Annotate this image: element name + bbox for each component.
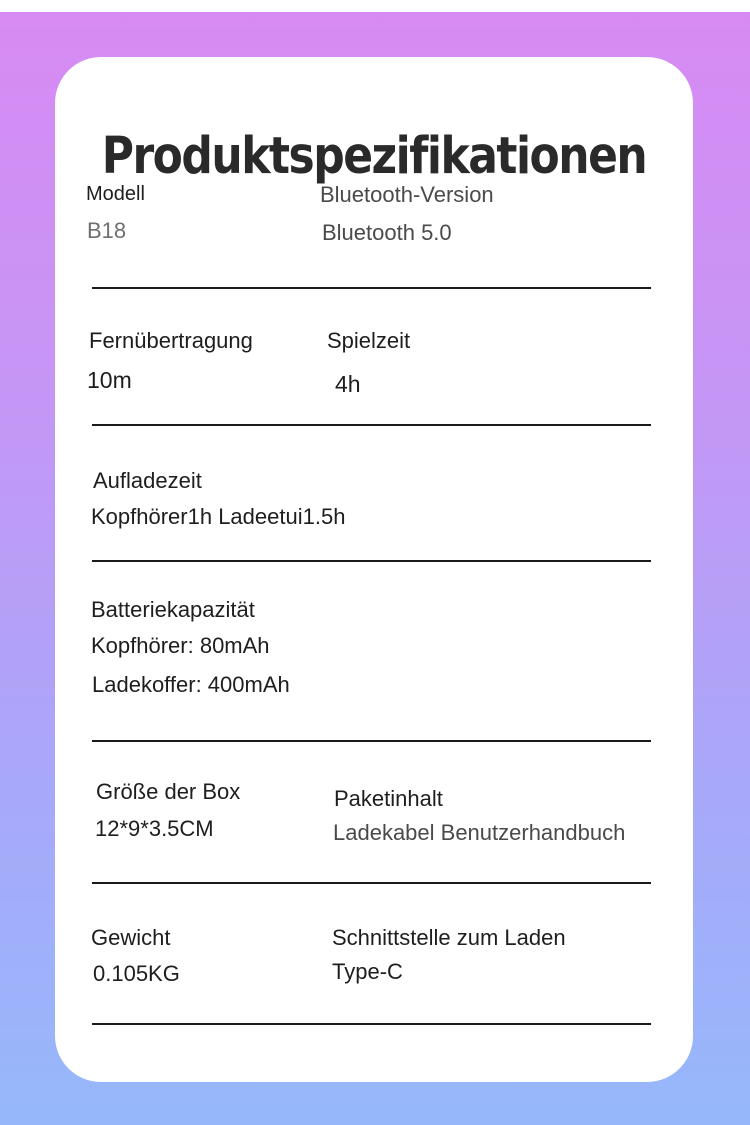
spec-value-aufladezeit: Kopfhörer1h Ladeetui1.5h: [91, 504, 346, 529]
spec-card: [55, 57, 693, 1082]
top-strip: [0, 0, 750, 12]
spec-label-groesse-der-box: Größe der Box: [96, 779, 241, 804]
spec-label-aufladezeit: Aufladezeit: [93, 468, 202, 493]
spec-label-gewicht: Gewicht: [91, 925, 171, 950]
spec-value-paketinhalt: Ladekabel Benutzerhandbuch: [333, 820, 626, 845]
spec-label-spielzeit: Spielzeit: [327, 328, 411, 353]
spec-value-batterie-kopfhoerer: Kopfhörer: 80mAh: [91, 633, 270, 658]
divider: [92, 882, 651, 884]
spec-value-modell: B18: [87, 218, 127, 243]
spec-value-bluetooth-version: Bluetooth 5.0: [322, 220, 452, 245]
spec-label-modell: Modell: [86, 183, 145, 205]
spec-value-fernuebertragung: 10m: [87, 367, 132, 393]
spec-value-gewicht: 0.105KG: [93, 961, 180, 986]
spec-label-fernuebertragung: Fernübertragung: [89, 328, 253, 353]
spec-label-paketinhalt: Paketinhalt: [334, 786, 443, 811]
divider: [92, 287, 651, 289]
spec-value-schnittstelle: Type-C: [332, 959, 403, 984]
spec-label-batteriekapazitaet: Batteriekapazität: [91, 597, 255, 622]
spec-label-schnittstelle: Schnittstelle zum Laden: [332, 925, 566, 950]
spec-label-bluetooth-version: Bluetooth-Version: [320, 182, 494, 207]
divider: [92, 424, 651, 426]
page-title: Produktspezifikationen: [101, 127, 647, 186]
divider: [92, 560, 651, 562]
spec-value-groesse-der-box: 12*9*3.5CM: [95, 816, 214, 841]
spec-value-batterie-ladekoffer: Ladekoffer: 400mAh: [92, 672, 290, 697]
divider: [92, 740, 651, 742]
spec-value-spielzeit: 4h: [335, 371, 361, 397]
divider: [92, 1023, 651, 1025]
